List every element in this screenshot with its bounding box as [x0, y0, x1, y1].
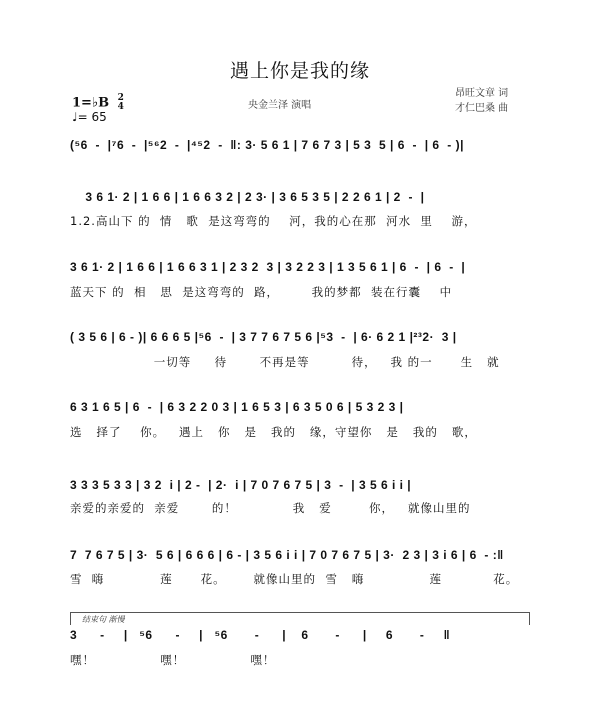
score-row-5: 6 3 1 6 5 | 6 - | 6 3 2 2 0 3 | 1 6 5 3 | 6 3 5 0 6 | 5 3 2 3 | — [70, 400, 404, 414]
lyrics-row-5: 选 择了 你。 遇上 你 是 我的 缘，守望你 是 我的 歌， — [70, 425, 477, 439]
lyricist-credit: 昂旺文章 词 — [455, 88, 509, 99]
time-sig-top: 2 — [117, 93, 124, 103]
tempo-marking: ♩= 65 — [72, 110, 107, 124]
score-row-2: 3 6 1· 2 | 1 6 6 | 1 6 6 3 2 | 2 3· | 3 6 5 3 5 | 2 2 6 1 | 2 - | — [70, 190, 425, 204]
ending-label: 结束句 渐慢 — [82, 615, 125, 624]
lyrics-row-8: 嘿！ 嘿！ 嘿！ — [70, 653, 276, 667]
lyrics-row-6: 亲爱的亲爱的 亲爱 的！ 我 爱 你， 就像山里的 — [70, 501, 471, 515]
lyrics-row-4: 一切等 待 不再是等 待， 我 的一 生 就 — [70, 355, 500, 369]
key-label: 1=♭B — [72, 95, 110, 111]
composer-credit: 才仁巴桑 曲 — [455, 103, 509, 114]
score-row-8: 3 - | ⁵6 - | ⁵6 - | 6 - | 6 - ‖ — [70, 628, 451, 642]
lyrics-row-7: 雪 嗨 莲 花。 就像山里的 雪 嗨 莲 花。 — [70, 572, 519, 586]
score-row-7: 7 7 6 7 5 | 3· 5 6 | 6 6 6 | 6 - | 3 5 6 i i | 7 0 7 6 7 5 | 3· 2 3 | 3 i 6 | 6 - :‖ — [70, 548, 504, 562]
lyrics-row-2: 1.2.高山下 的 情 歌 是这弯弯的 河，我的心在那 河水 里 游， — [70, 214, 477, 228]
time-signature — [118, 94, 124, 112]
ending-bracket — [70, 612, 530, 625]
score-row-4: ( 3 5 6 | 6 - )| 6 6 6 5 |⁵6 - | 3 7 7 6 7 5 6 |⁵3 - | 6· 6 2 1 |²³2· 3 | — [70, 330, 457, 344]
score-row-6: 3 3 3 5 3 3 | 3 2 i | 2 - | 2· i | 7 0 7 6 7 5 | 3 - | 3 5 6 i i | — [70, 478, 412, 492]
lyrics-row-3: 蓝天下 的 相 思 是这弯弯的 路， 我的梦都 装在行囊 中 — [70, 285, 453, 299]
score-row-1: (⁵6 - |⁷6 - |⁵⁶2 - |⁴⁵2 - ‖: 3· 5 6 1 | 7 6 7 3 | 5 3 5 | 6 - | 6 - )| — [70, 138, 464, 152]
score-row-3: 3 6 1· 2 | 1 6 6 | 1 6 6 3 1 | 2 3 2 3 | 3 2 2 3 | 1 3 5 6 1 | 6 - | 6 - | — [70, 260, 466, 274]
time-sig-bottom: 4 — [117, 102, 124, 112]
singer-credit: 央金兰泽 演唱 — [248, 100, 312, 111]
song-title: 遇上你是我的缘 — [229, 60, 370, 82]
